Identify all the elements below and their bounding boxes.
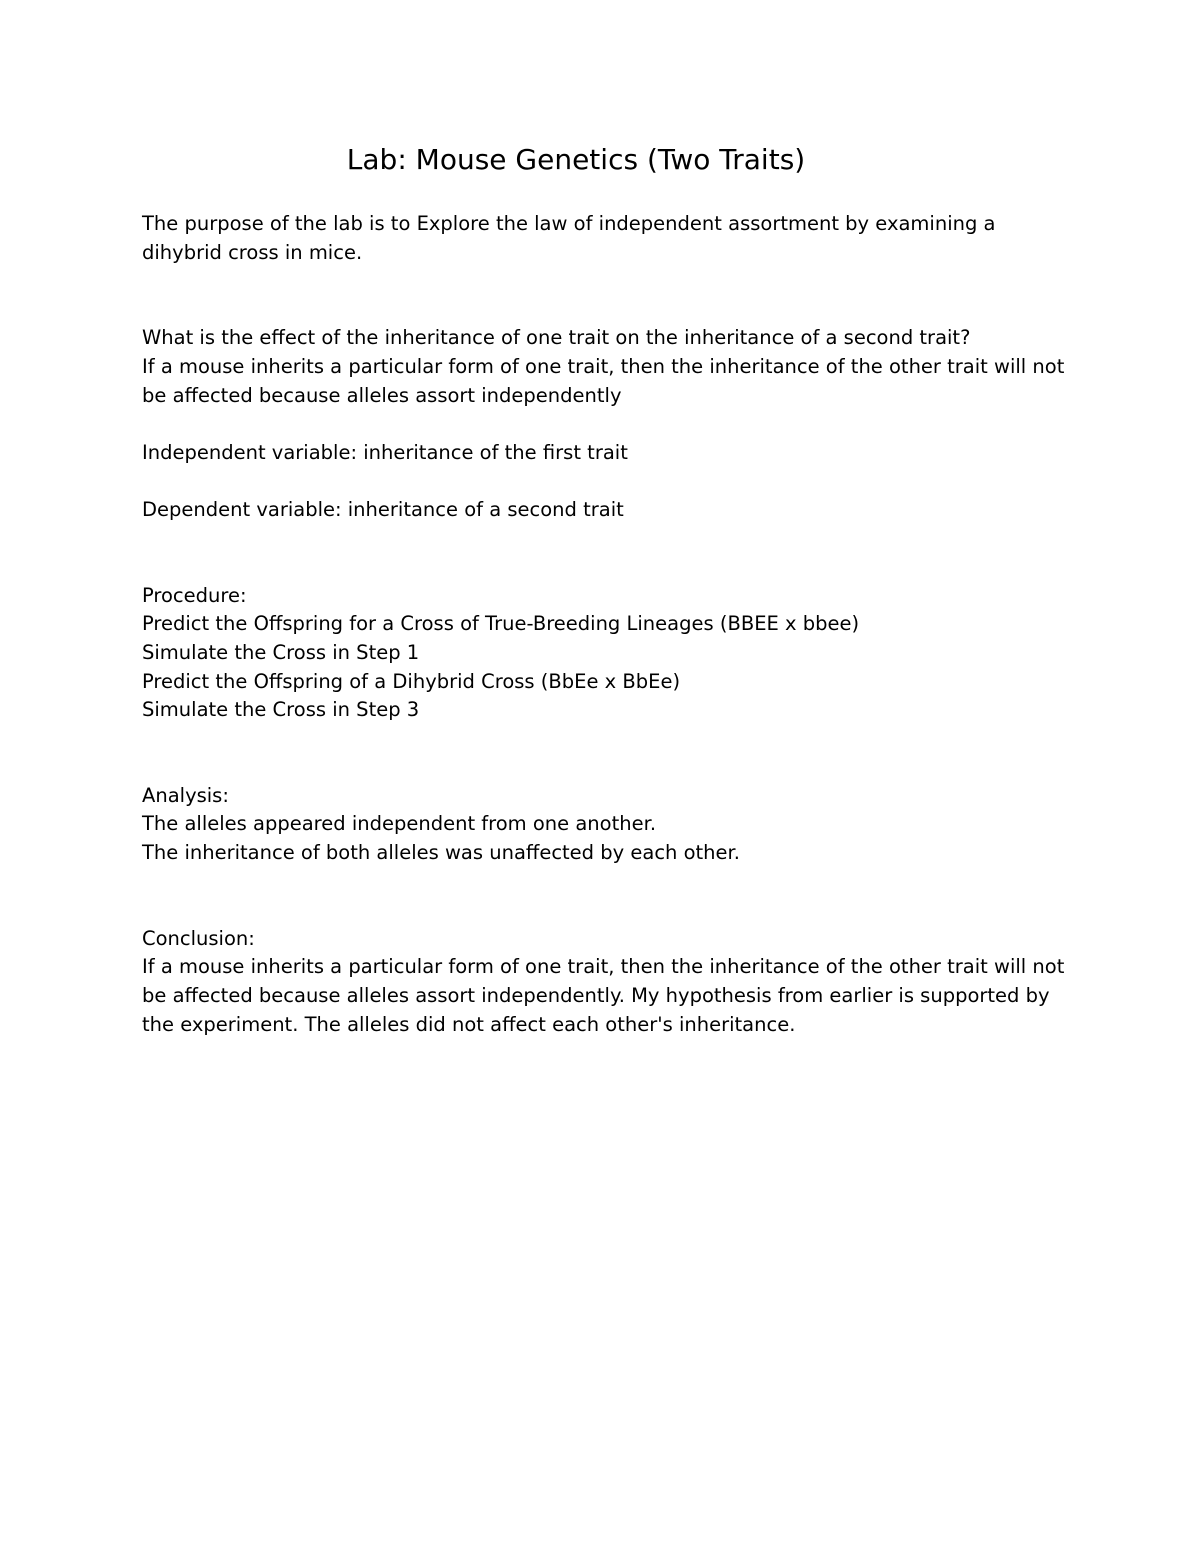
question-line: What is the effect of the inheritance of one trait on the inheritance of a second trait? [142,326,971,350]
conclusion-paragraph: If a mouse inherits a particular form of one trait, then the inheritance of the other trait will not be affected because alleles assort independently. My hypothesis from earlier is supported by the experiment. The alleles did not affect each other's inheritance. [142,955,1065,1036]
dependent-variable-line: Dependent variable: inheritance of a second trait [142,497,624,521]
independent-variable-line: Independent variable: inheritance of the first trait [142,440,628,464]
analysis-line: The alleles appeared independent from one another. [142,812,657,836]
spacer [142,267,1072,324]
spacer [142,525,1072,582]
spacer [142,410,1072,439]
purpose-paragraph: The purpose of the lab is to Explore the law of independent assortment by examining a dihybrid cross in mice. [142,212,996,264]
conclusion-heading: Conclusion: [142,926,255,950]
procedure-step: Simulate the Cross in Step 1 [142,640,420,664]
analysis-line: The inheritance of both alleles was unaffected by each other. [142,841,740,865]
document-title: Lab: Mouse Genetics (Two Traits) [346,143,806,176]
procedure-step: Predict the Offspring for a Cross of True-Breeding Lineages (BBEE x bbee) [142,612,860,636]
analysis-heading: Analysis: [142,783,229,807]
procedure-heading: Procedure: [142,583,247,607]
document-body [142,210,1072,1039]
procedure-step: Simulate the Cross in Step 3 [142,698,420,722]
hypothesis-paragraph: If a mouse inherits a particular form of one trait, then the inheritance of the other trait will not be affected because alleles assort independently [142,354,1065,407]
procedure-step: Predict the Offspring of a Dihybrid Cross (BbEe x BbEe) [142,669,681,693]
spacer [142,467,1072,496]
spacer [142,868,1072,925]
spacer [142,725,1072,782]
